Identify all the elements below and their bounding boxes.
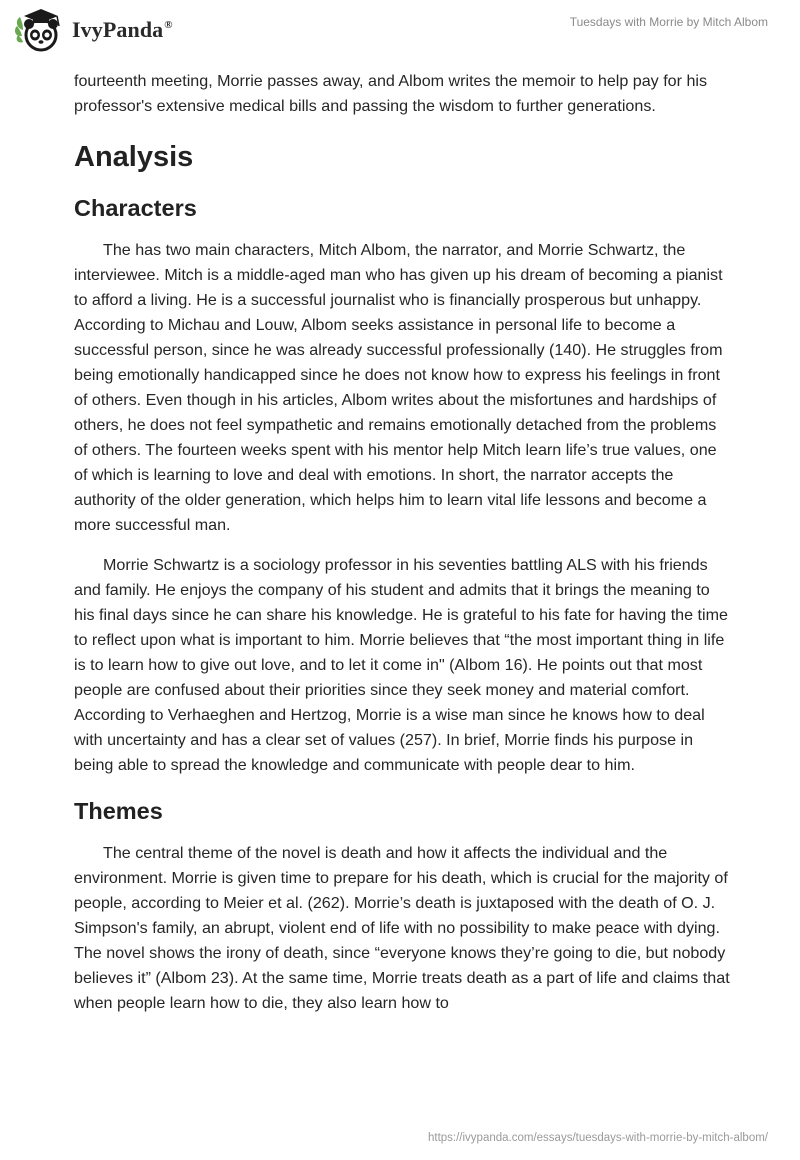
characters-paragraph-mitch: The has two main characters, Mitch Albom, the narrator, and Morrie Schwartz, the interviewee. Mitch is a middle-aged man who has given up his dream of becoming a pianist to afford a living. He is a successful journalist who is financially prosperous but unhappy. According to Michau and Louw, Albom seeks assistance in personal life to become a successful person, since he was already successful professionally (140). He struggles from being emotionally handicapped since he does not know how to express his feelings in front of others. Even though in his articles, Albom writes about the misfortunes and hardships of others, he does not feel sympathetic and remains emotionally detached from the problems of others. The fourteen weeks spent with his mentor help Mitch learn life’s true values, one of which is learning to love and deal with emotions. In short, the narrator accepts the authority of the older generation, which helps him to learn vital life lessons and become a more successful man. <box>74 241 723 534</box>
themes-paragraph: The central theme of the novel is death and how it affects the individual and the environment. Morrie is given time to prepare for his death, which is crucial for the majority of people, according to Meier et al. (262). Morrie’s death is juxtaposed with the death of O. J. Simpson's family, an abrupt, violent end of life with no possibility to make peace with dying. The novel shows the irony of death, since “everyone knows they’re going to die, but nobody believes it” (Albom 23). At the same time, Morrie treats death as a part of life and claims that when people learn how to die, they also learn how to <box>74 844 730 1012</box>
characters-paragraph-morrie: Morrie Schwartz is a sociology professor in his seventies battling ALS with his friends and family. He enjoys the company of his student and admits that it brings the meaning to his final days since he can share his knowledge. He is grateful to his fate for having the time to reflect upon what is important to him. Morrie believes that “the most important thing in life is to learn how to give out love, and to let it come in" (Albom 16). He points out that most people are confused about their priorities since they seek money and material comfort. According to Verhaeghen and Hertzog, Morrie is a wise man since he knows how to deal with uncertainty and has a clear set of values (257). In brief, Morrie finds his purpose in being able to spread the knowledge and communicate with people dear to him. <box>74 556 728 774</box>
document-title: Tuesdays with Morrie by Mitch Albom <box>569 15 768 29</box>
registered-mark: ® <box>164 19 173 31</box>
intro-paragraph: fourteenth meeting, Morrie passes away, and Albom writes the memoir to help pay for his professor's extensive medical bills and passing the wisdom to further generations. <box>74 72 708 115</box>
analysis-heading: Analysis <box>74 141 194 173</box>
characters-heading: Characters <box>74 195 197 221</box>
essay-content <box>74 69 730 1031</box>
page-header <box>0 0 800 60</box>
brand-name: IvyPanda® <box>72 17 173 42</box>
panda-graduate-icon <box>14 6 64 54</box>
ivypanda-logo[interactable] <box>14 6 173 54</box>
themes-heading: Themes <box>74 798 163 824</box>
footer-url[interactable]: https://ivypanda.com/essays/tuesdays-with-morrie-by-mitch-albom/ <box>427 1132 768 1144</box>
